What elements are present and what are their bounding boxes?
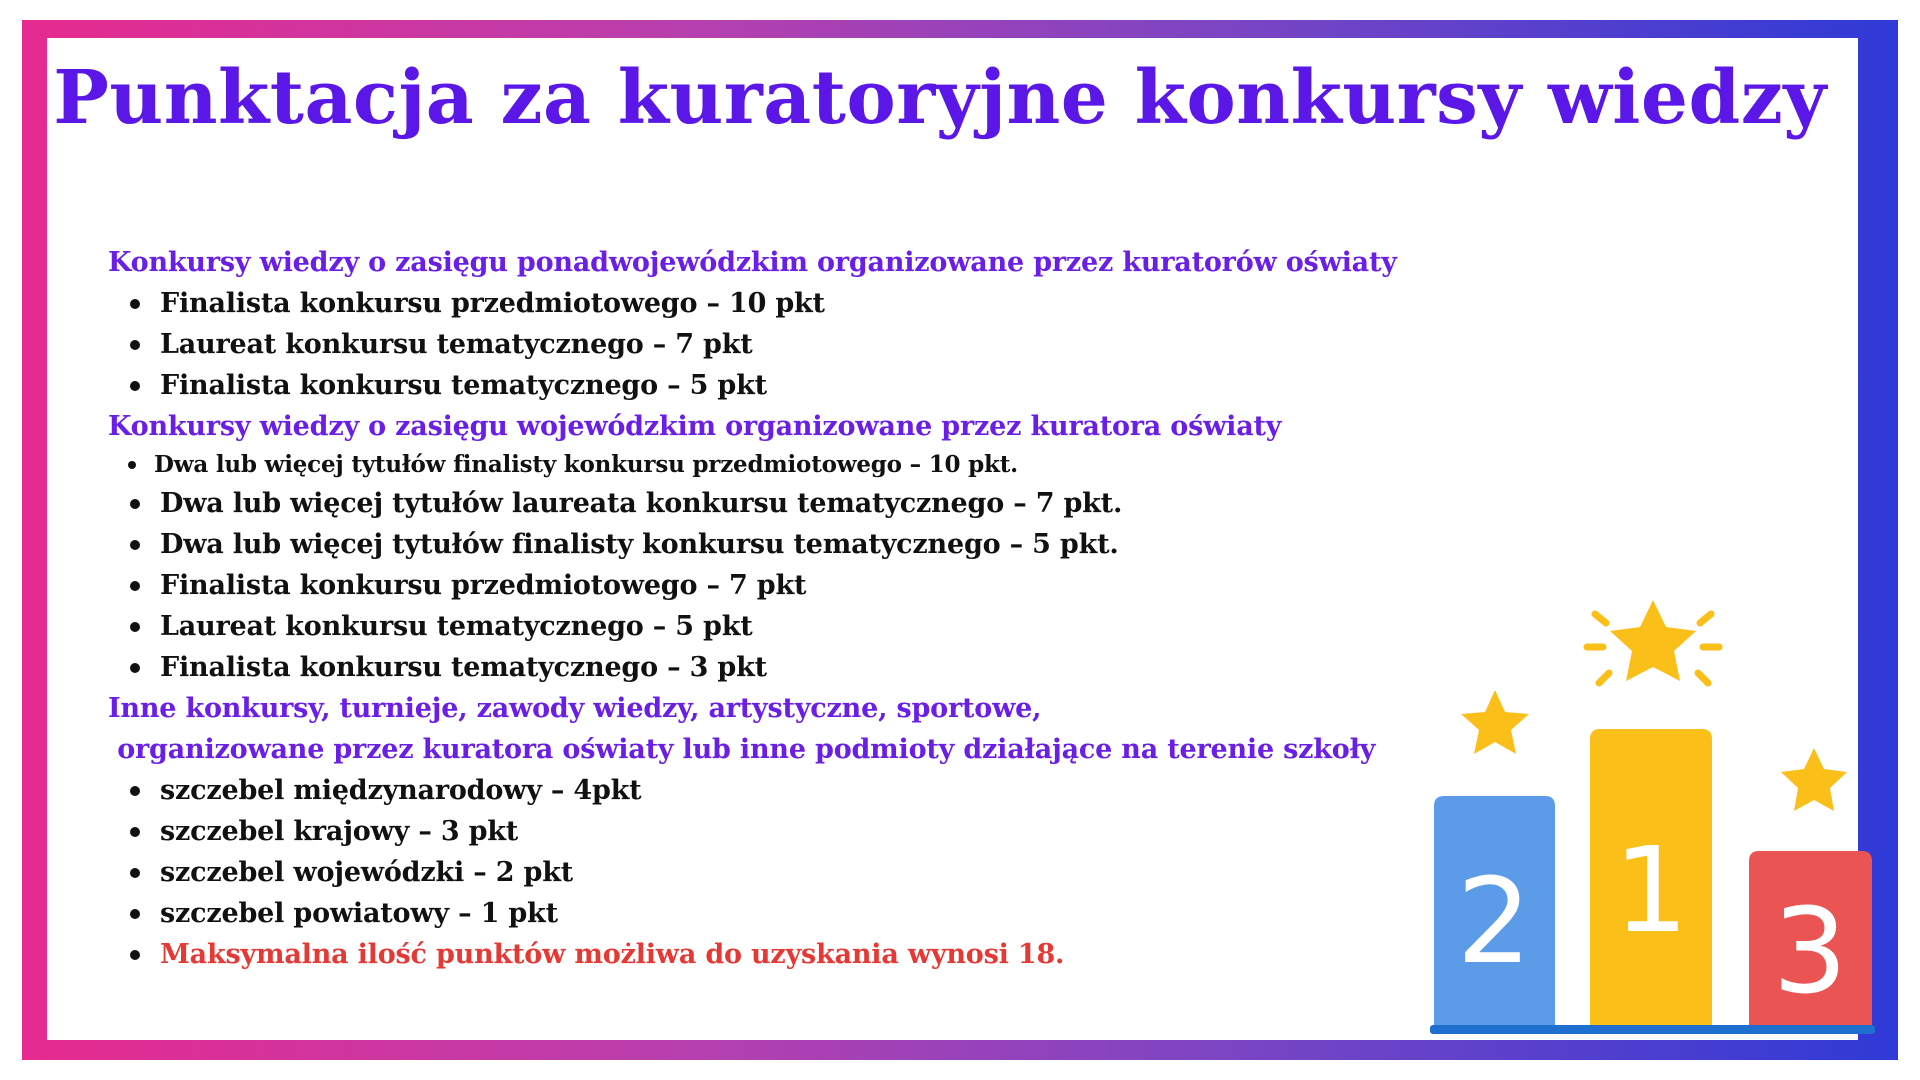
list-item: szczebel międzynarodowy – 4pkt bbox=[108, 770, 1408, 811]
max-points-note: Maksymalna ilość punktów możliwa do uzyskania wynosi 18. bbox=[108, 934, 1408, 975]
list-item: szczebel powiatowy – 1 pkt bbox=[108, 893, 1408, 934]
list-item: Dwa lub więcej tytułów laureata konkursu tematycznego – 7 pkt. bbox=[108, 483, 1408, 524]
section-heading-supra-regional: Konkursy wiedzy o zasięgu ponadwojewódzkim organizowane przez kuratorów oświaty bbox=[108, 247, 1397, 278]
list-item: Finalista konkursu przedmiotowego – 10 pkt bbox=[108, 283, 1408, 324]
podium-base bbox=[1430, 1025, 1875, 1034]
list-item: Laureat konkursu tematycznego – 7 pkt bbox=[108, 324, 1408, 365]
podium-illustration bbox=[1430, 600, 1875, 1040]
list-item: szczebel krajowy – 3 pkt bbox=[108, 811, 1408, 852]
list-item: Finalista konkursu tematycznego – 3 pkt bbox=[108, 647, 1408, 688]
third-place-star-icon bbox=[1781, 748, 1847, 811]
list-item: Laureat konkursu tematycznego – 5 pkt bbox=[108, 606, 1408, 647]
winner-star-icon bbox=[1587, 600, 1719, 683]
section-heading-other: Inne konkursy, turnieje, zawody wiedzy, artystyczne, sportowe, bbox=[108, 693, 1042, 724]
podium-second-block bbox=[1434, 796, 1555, 1028]
place-number-3: 3 bbox=[1772, 882, 1848, 1020]
scoring-content bbox=[108, 242, 1408, 975]
podium-first-block bbox=[1590, 729, 1712, 1028]
second-place-star-icon bbox=[1461, 690, 1529, 754]
list-regional bbox=[108, 447, 1408, 688]
page-title: Punktacja za kuratoryjne konkursy wiedzy bbox=[53, 55, 1827, 141]
list-item: Dwa lub więcej tytułów finalisty konkursu przedmiotowego – 10 pkt. bbox=[108, 447, 1408, 483]
place-number-2: 2 bbox=[1456, 852, 1532, 990]
list-item: Finalista konkursu przedmiotowego – 7 pkt bbox=[108, 565, 1408, 606]
place-number-1: 1 bbox=[1613, 821, 1689, 959]
list-supra-regional bbox=[108, 283, 1408, 406]
list-item: Dwa lub więcej tytułów finalisty konkursu tematycznego – 5 pkt. bbox=[108, 524, 1408, 565]
list-item: Finalista konkursu tematycznego – 5 pkt bbox=[108, 365, 1408, 406]
section-heading-other-line2: organizowane przez kuratora oświaty lub inne podmioty działające na terenie szkoły bbox=[108, 734, 1376, 765]
list-other bbox=[108, 770, 1408, 975]
section-heading-regional: Konkursy wiedzy o zasięgu wojewódzkim organizowane przez kuratora oświaty bbox=[108, 411, 1282, 442]
podium-third-block bbox=[1749, 851, 1872, 1028]
list-item: szczebel wojewódzki – 2 pkt bbox=[108, 852, 1408, 893]
